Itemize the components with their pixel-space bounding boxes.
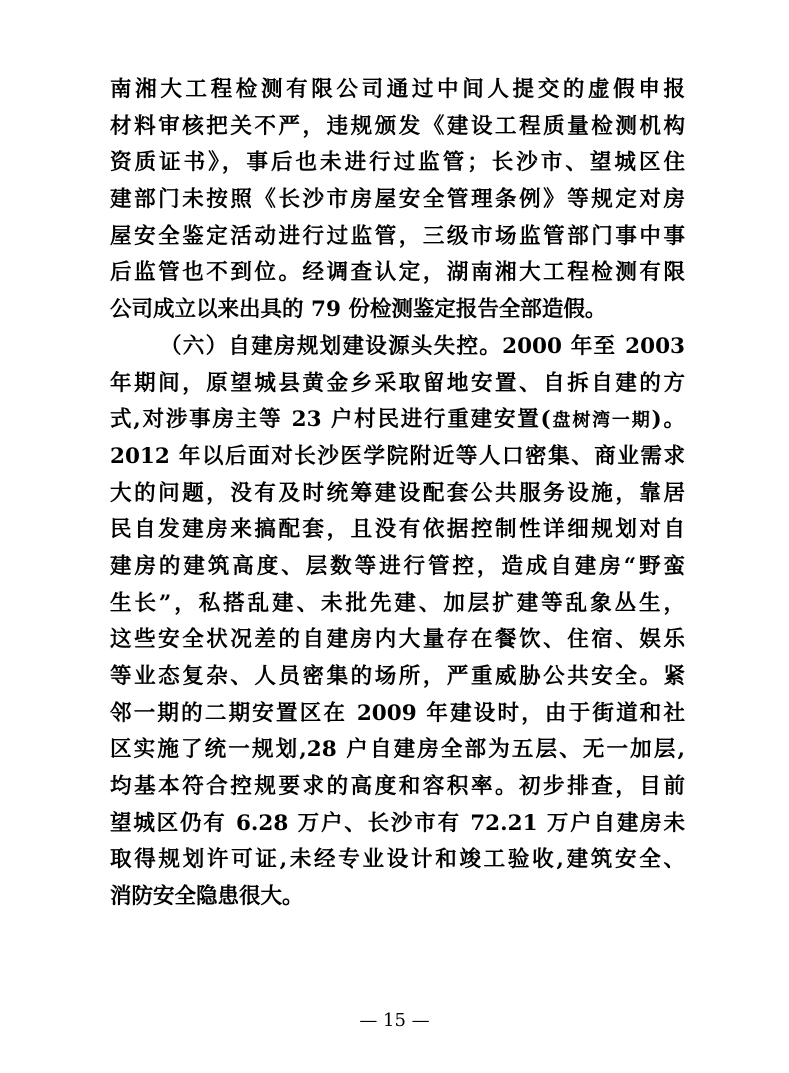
- section-first-line: [110, 329, 685, 366]
- section-first-line-text: 2000 年至 2003: [502, 333, 685, 359]
- text-line: 望城区仍有 6.28 万户、长沙市有 72.21 万户自建房未: [110, 810, 685, 836]
- text-line: 材料审核把关不严，违规颁发《建设工程质量检测机构: [110, 113, 685, 139]
- annotation-text: 盘树湾一期: [550, 410, 652, 432]
- text-line: 等业态复杂、人员密集的场所，严重威胁公共安全。紧: [110, 664, 685, 689]
- text-segment: )。: [651, 407, 685, 433]
- text-line: 民自发建房来搞配套，且没有依据控制性详细规划对自: [110, 517, 685, 543]
- text-line: 大的问题，没有及时统筹建设配套公共服务设施，靠居: [110, 480, 685, 506]
- page-number: — 15 —: [359, 1010, 430, 1031]
- text-line-with-annotation: [110, 402, 685, 439]
- text-line: 区实施了统一规划,28 户自建房全部为五层、无一加层,: [110, 737, 685, 763]
- text-line: 公司成立以来出具的 79 份检测鉴定报告全部造假。: [110, 297, 607, 323]
- text-line: 2012 年以后面对长沙医学院附近等人口密集、商业需求: [110, 443, 685, 469]
- text-line: 年期间，原望城县黄金乡采取留地安置、自拆自建的方: [110, 370, 685, 396]
- text-line: 建房的建筑高度、层数等进行管控，造成自建房“野蛮: [110, 553, 685, 579]
- text-line: 建部门未按照《长沙市房屋安全管理条例》等规定对房: [110, 187, 685, 213]
- text-line: 这些安全状况差的自建房内大量存在餐饮、住宿、娱乐: [110, 627, 685, 653]
- text-line: 资质证书》，事后也未进行过监管；长沙市、望城区住: [110, 150, 685, 176]
- text-line: 取得规划许可证,未经专业设计和竣工验收,建筑安全、: [110, 847, 685, 873]
- text-line: 消防安全隐患很大。: [110, 884, 304, 910]
- text-line: 均基本符合控规要求的高度和容积率。初步排查，目前: [110, 774, 685, 800]
- text-line: 南湘大工程检测有限公司通过中间人提交的虚假申报: [110, 77, 685, 102]
- section-heading: （六）自建房规划建设源头失控。: [160, 333, 503, 359]
- body-text: [110, 72, 685, 916]
- text-line: 屋安全鉴定活动进行过监管，三级市场监管部门事中事: [110, 223, 685, 249]
- text-line: 生长”，私搭乱建、未批先建、加层扩建等乱象丛生，: [110, 590, 685, 616]
- text-line: 后监管也不到位。经调查认定，湖南湘大工程检测有限: [110, 260, 685, 286]
- text-segment: 式,对涉事房主等 23 户村民进行重建安置(: [110, 407, 551, 433]
- text-line: 邻一期的二期安置区在 2009 年建设时，由于街道和社: [110, 700, 685, 726]
